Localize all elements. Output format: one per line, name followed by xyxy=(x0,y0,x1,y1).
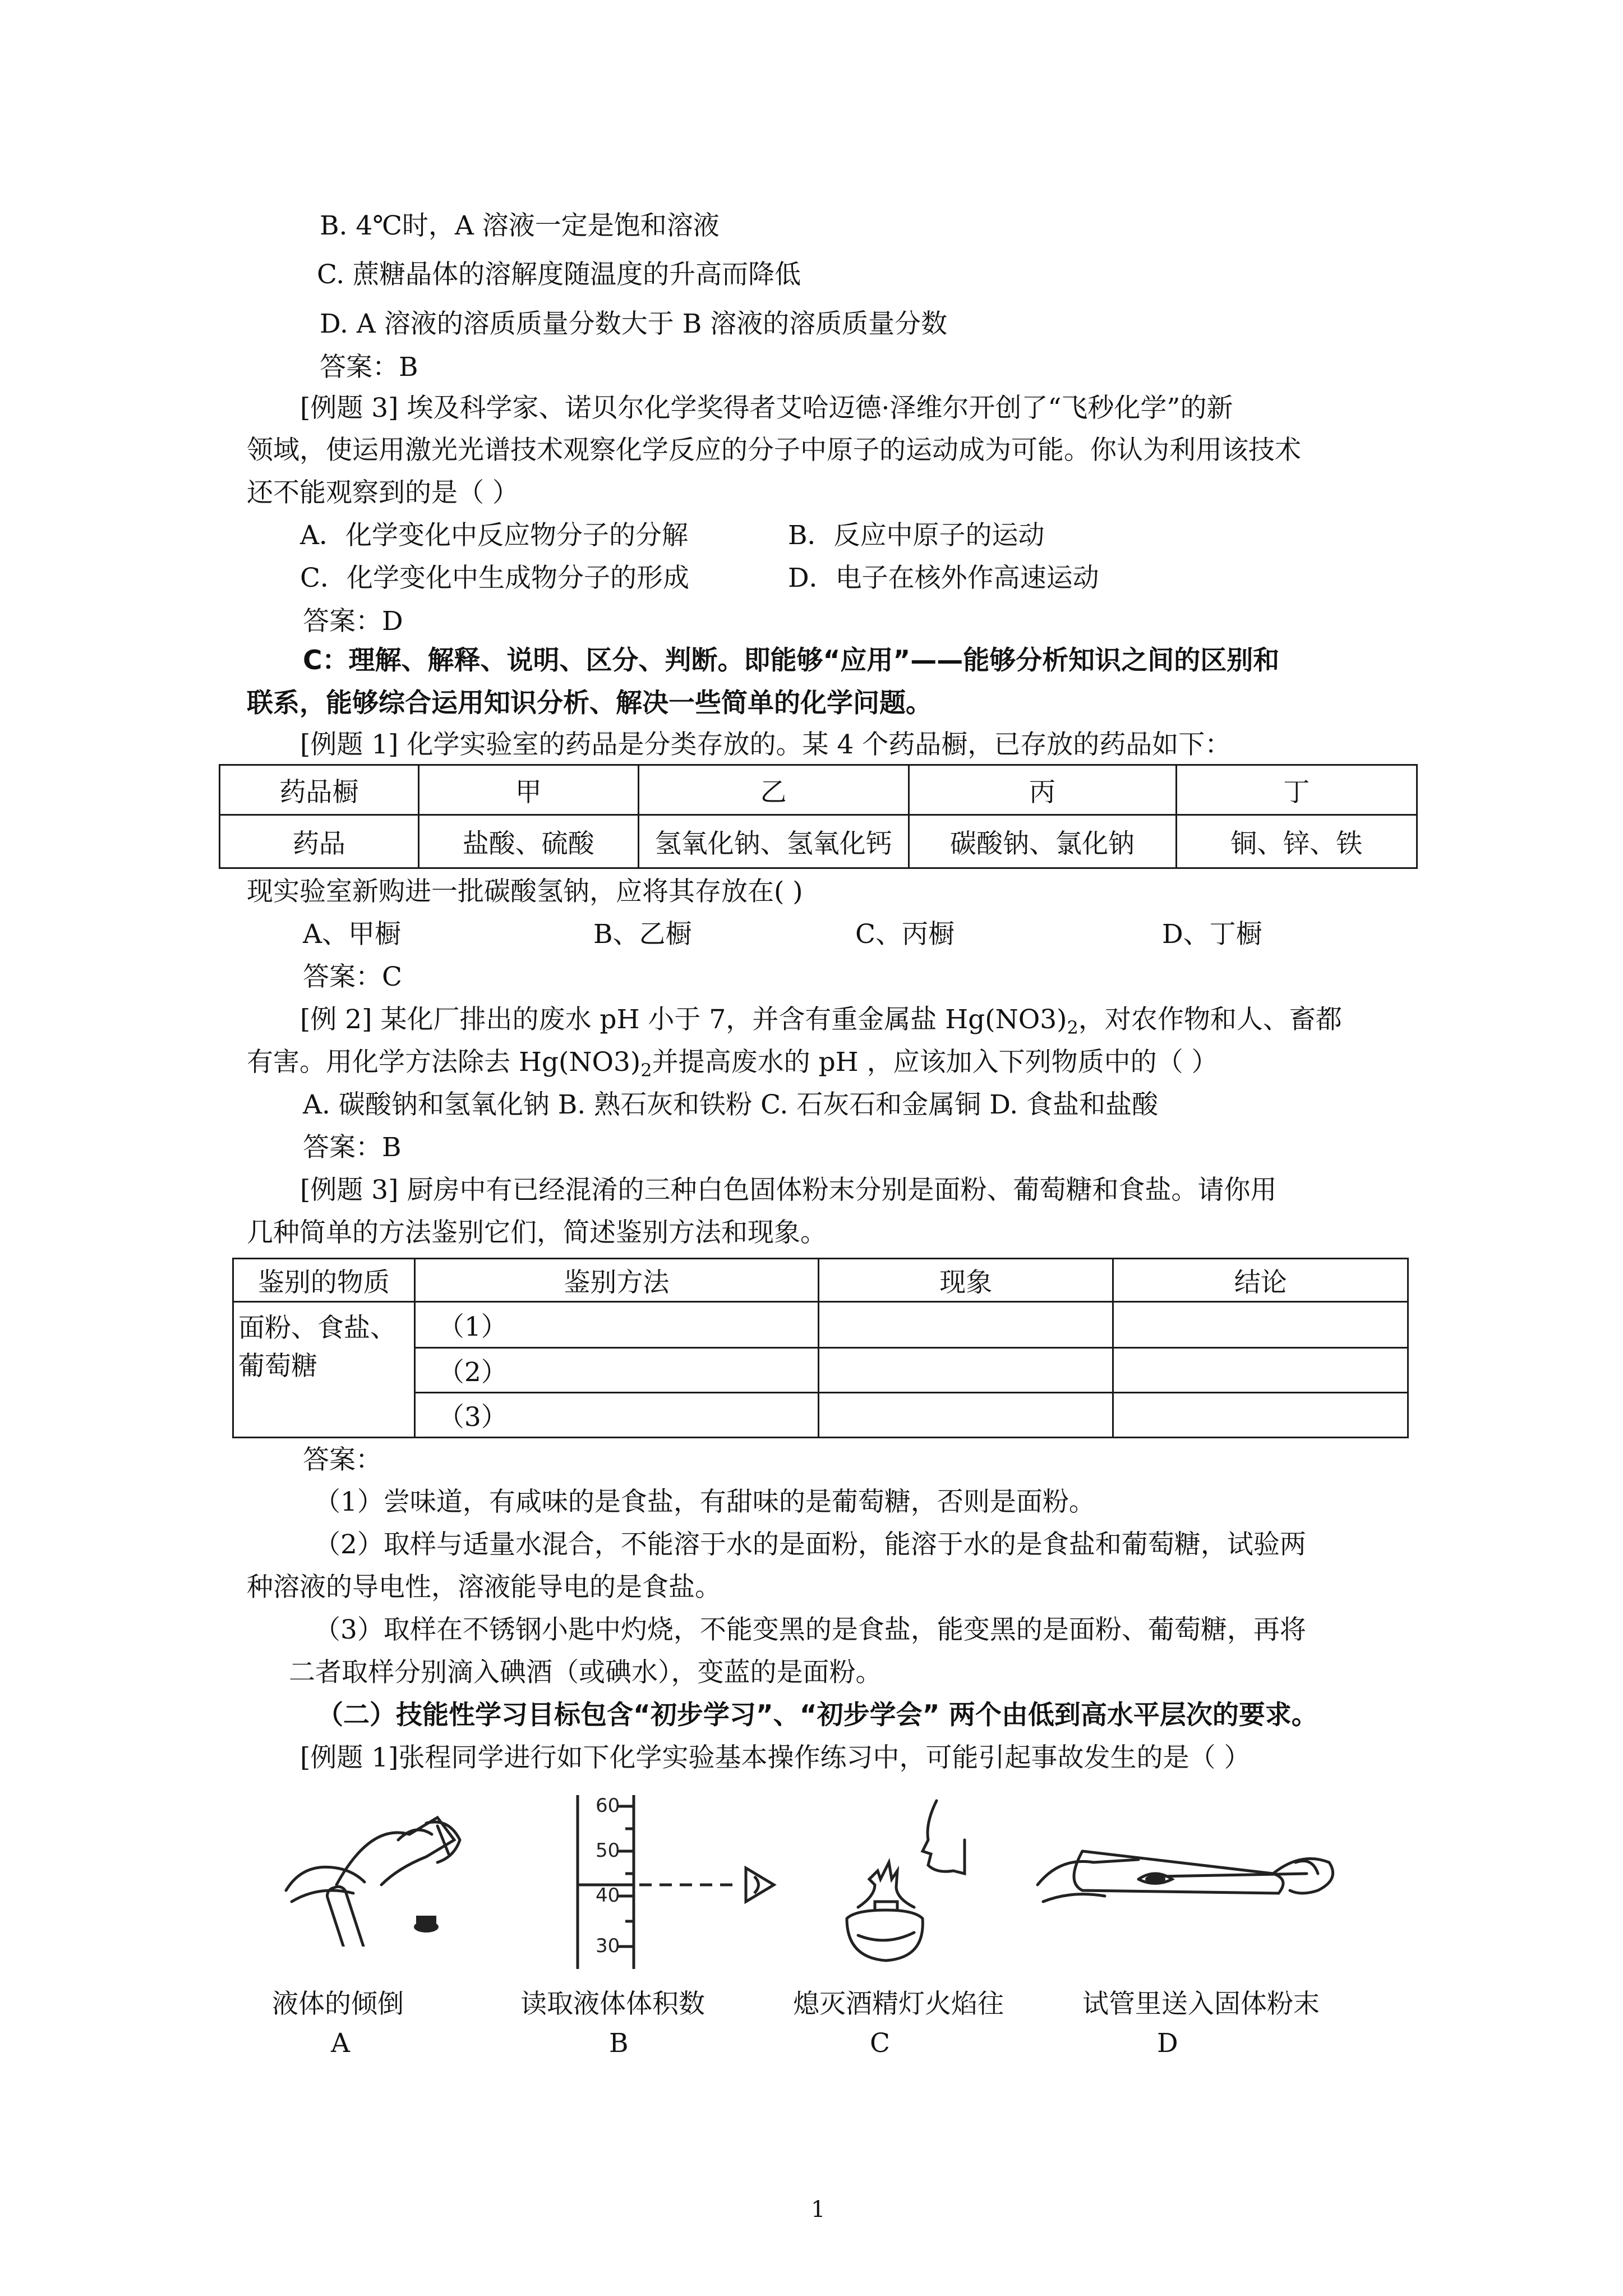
table-header-cell: 鉴别方法 xyxy=(414,1259,818,1302)
table-cell: 氢氧化钠、氢氧化钙 xyxy=(638,815,909,868)
question-text: [例题 3] 埃及科学家、诺贝尔化学奖得者艾哈迈德·泽维尔开创了“飞秒化学”的新 xyxy=(300,393,1233,424)
tick-label: 30 xyxy=(596,1935,620,1957)
subscript: 2 xyxy=(1067,1017,1078,1038)
answer-line: 答案：B xyxy=(303,1132,402,1163)
option-d-line: D. A 溶液的溶质质量分数大于 B 溶液的溶质质量分数 xyxy=(320,309,948,339)
answer-item: （1）尝味道，有咸味的是食盐，有甜味的是葡萄糖，否则是面粉。 xyxy=(314,1487,1095,1517)
answer-item: 二者取样分别滴入碘酒（或碘水），变蓝的是面粉。 xyxy=(289,1657,882,1688)
answer-line: 答案： xyxy=(303,1444,382,1475)
question-text-part: 3 xyxy=(614,1047,630,1078)
option-b: B、乙橱 xyxy=(593,919,692,950)
method-cell: （3） xyxy=(414,1393,818,1438)
cabinet-table xyxy=(219,764,1418,869)
substance-line: 面粉、食盐、 xyxy=(238,1313,396,1343)
answer-line: 答案：B xyxy=(320,352,418,383)
question-text: [例题 3] 厨房中有已经混淆的三种白色固体粉末分别是面粉、葡萄糖和食盐。请你用 xyxy=(300,1175,1277,1205)
option-a: A．化学变化中反应物分子的分解 xyxy=(300,520,688,551)
conclusion-cell xyxy=(1113,1348,1408,1393)
option-c-line: C. 蔗糖晶体的溶解度随温度的升高而降低 xyxy=(317,259,801,290)
options-line: A. 碳酸钠和氢氧化钠 B. 熟石灰和铁粉 C. 石灰石和金属铜 D. 食盐和盐酸 xyxy=(303,1089,1159,1120)
table-cell: 盐酸、硫酸 xyxy=(418,815,638,868)
table-header-cell: 丙 xyxy=(909,765,1176,815)
answer-item: （3）取样在不锈钢小匙中灼烧，不能变黑的是食盐，能变黑的是面粉、葡萄糖，再将 xyxy=(314,1614,1306,1645)
tick-label: 50 xyxy=(596,1839,620,1862)
answer-item: （2）取样与适量水混合，不能溶于水的是面粉，能溶于水的是食盐和葡萄糖，试验两 xyxy=(314,1529,1306,1560)
question-text: 几种简单的方法鉴别它们，简述鉴别方法和现象。 xyxy=(247,1217,827,1248)
question-text: [例 2] 某化厂排出的废水 pH 小于 7，并含有重金属盐 $Hg(NO3)_2$，对农作物和人、畜都 xyxy=(300,1004,1342,1038)
question-text: 现实验室新购进一批碳酸氢钠，应将其存放在( ) xyxy=(247,876,803,907)
option-c: C、丙橱 xyxy=(855,919,955,950)
option-d: D．电子在核外作高速运动 xyxy=(788,563,1099,593)
test-tube-powder-illustration xyxy=(1026,1818,1352,1930)
table-header-cell: 乙 xyxy=(638,765,909,815)
tick-label: 60 xyxy=(596,1795,620,1817)
question-text-part: 有害。用化学方法除去 Hg(NO xyxy=(247,1047,614,1078)
phenomenon-cell xyxy=(818,1302,1113,1348)
substance-line: 葡萄糖 xyxy=(238,1351,317,1382)
section-heading: C：理解、解释、说明、区分、判断。即能够“应用”——能够分析知识之间的区别和 xyxy=(303,645,1280,676)
question-text-part: ，对农作物和人、畜都 xyxy=(1078,1004,1342,1035)
method-cell: （2） xyxy=(414,1348,818,1393)
table-header-cell: 甲 xyxy=(418,765,638,815)
figure-caption: 读取液体体积数 xyxy=(520,1989,705,2019)
subscript: 2 xyxy=(640,1060,652,1081)
phenomenon-cell xyxy=(818,1393,1113,1438)
question-text-part: 并提高废水的 pH ，应该加入下列物质中的（ ） xyxy=(652,1047,1218,1078)
table-header-cell: 鉴别的物质 xyxy=(233,1259,415,1302)
option-b: B．反应中原子的运动 xyxy=(788,520,1045,551)
question-text: 领域，使运用激光光谱技术观察化学反应的分子中原子的运动成为可能。你认为利用该技术 xyxy=(247,435,1301,466)
figure-letter: B xyxy=(609,2028,629,2059)
question-text-part: 3 xyxy=(1040,1004,1057,1035)
figure-caption: 试管里送入固体粉末 xyxy=(1082,1989,1320,2019)
question-text: [例题 1]张程同学进行如下化学实验基本操作练习中，可能引起事故发生的是（ ） xyxy=(300,1742,1251,1773)
answer-line: 答案：C xyxy=(303,961,402,992)
table-header-cell: 现象 xyxy=(818,1259,1113,1302)
conclusion-cell xyxy=(1113,1302,1408,1348)
figure-letter: D xyxy=(1157,2028,1178,2059)
identify-table xyxy=(232,1258,1409,1438)
graduated-cylinder-illustration xyxy=(561,1789,819,1975)
tick-label: 40 xyxy=(596,1884,620,1907)
figure-caption: 熄灭酒精灯火焰往 xyxy=(793,1989,1004,2019)
substance-cell xyxy=(233,1302,415,1438)
alcohol-lamp-illustration xyxy=(824,1789,1038,1975)
figure-letter: C xyxy=(870,2028,890,2059)
figure-letter: A xyxy=(331,2028,350,2059)
page-number: 1 xyxy=(811,2197,826,2223)
question-text: 有害。用化学方法除去 $Hg(NO3)_2$并提高废水的 pH ，应该加入下列物质中的（ ） xyxy=(247,1047,1218,1081)
option-b-line: B. 4℃时，A 溶液一定是饱和溶液 xyxy=(320,210,720,241)
table-cell: 铜、锌、铁 xyxy=(1176,815,1417,868)
method-cell: （1） xyxy=(414,1302,818,1348)
phenomenon-cell xyxy=(818,1348,1113,1393)
answer-item: 种溶液的导电性，溶液能导电的是食盐。 xyxy=(247,1572,721,1603)
table-cell: 碳酸钠、氯化钠 xyxy=(909,815,1176,868)
question-text: [例题 1] 化学实验室的药品是分类存放的。某 4 个药品橱，已存放的药品如下： xyxy=(300,729,1232,760)
table-header-cell: 药品橱 xyxy=(220,765,419,815)
section-heading: 联系，能够综合运用知识分析、解决一些简单的化学问题。 xyxy=(247,688,932,719)
option-a: A、甲橱 xyxy=(303,919,401,950)
option-c: C．化学变化中生成物分子的形成 xyxy=(300,563,689,593)
pouring-liquid-illustration xyxy=(269,1801,482,1947)
question-text: 还不能观察到的是（ ） xyxy=(247,477,519,508)
option-d: D、丁橱 xyxy=(1162,919,1262,950)
question-text-part: [例 2] 某化厂排出的废水 pH 小于 7，并含有重金属盐 Hg(NO xyxy=(300,1004,1040,1035)
table-cell: 药品 xyxy=(220,815,419,868)
section-heading: （二）技能性学习目标包含“初步学习”、“初步学会” 两个由低到高水平层次的要求。 xyxy=(317,1700,1318,1731)
table-header-cell: 丁 xyxy=(1176,765,1417,815)
conclusion-cell xyxy=(1113,1393,1408,1438)
figure-caption: 液体的倾倒 xyxy=(272,1989,404,2019)
answer-line: 答案：D xyxy=(303,606,403,637)
table-header-cell: 结论 xyxy=(1113,1259,1408,1302)
